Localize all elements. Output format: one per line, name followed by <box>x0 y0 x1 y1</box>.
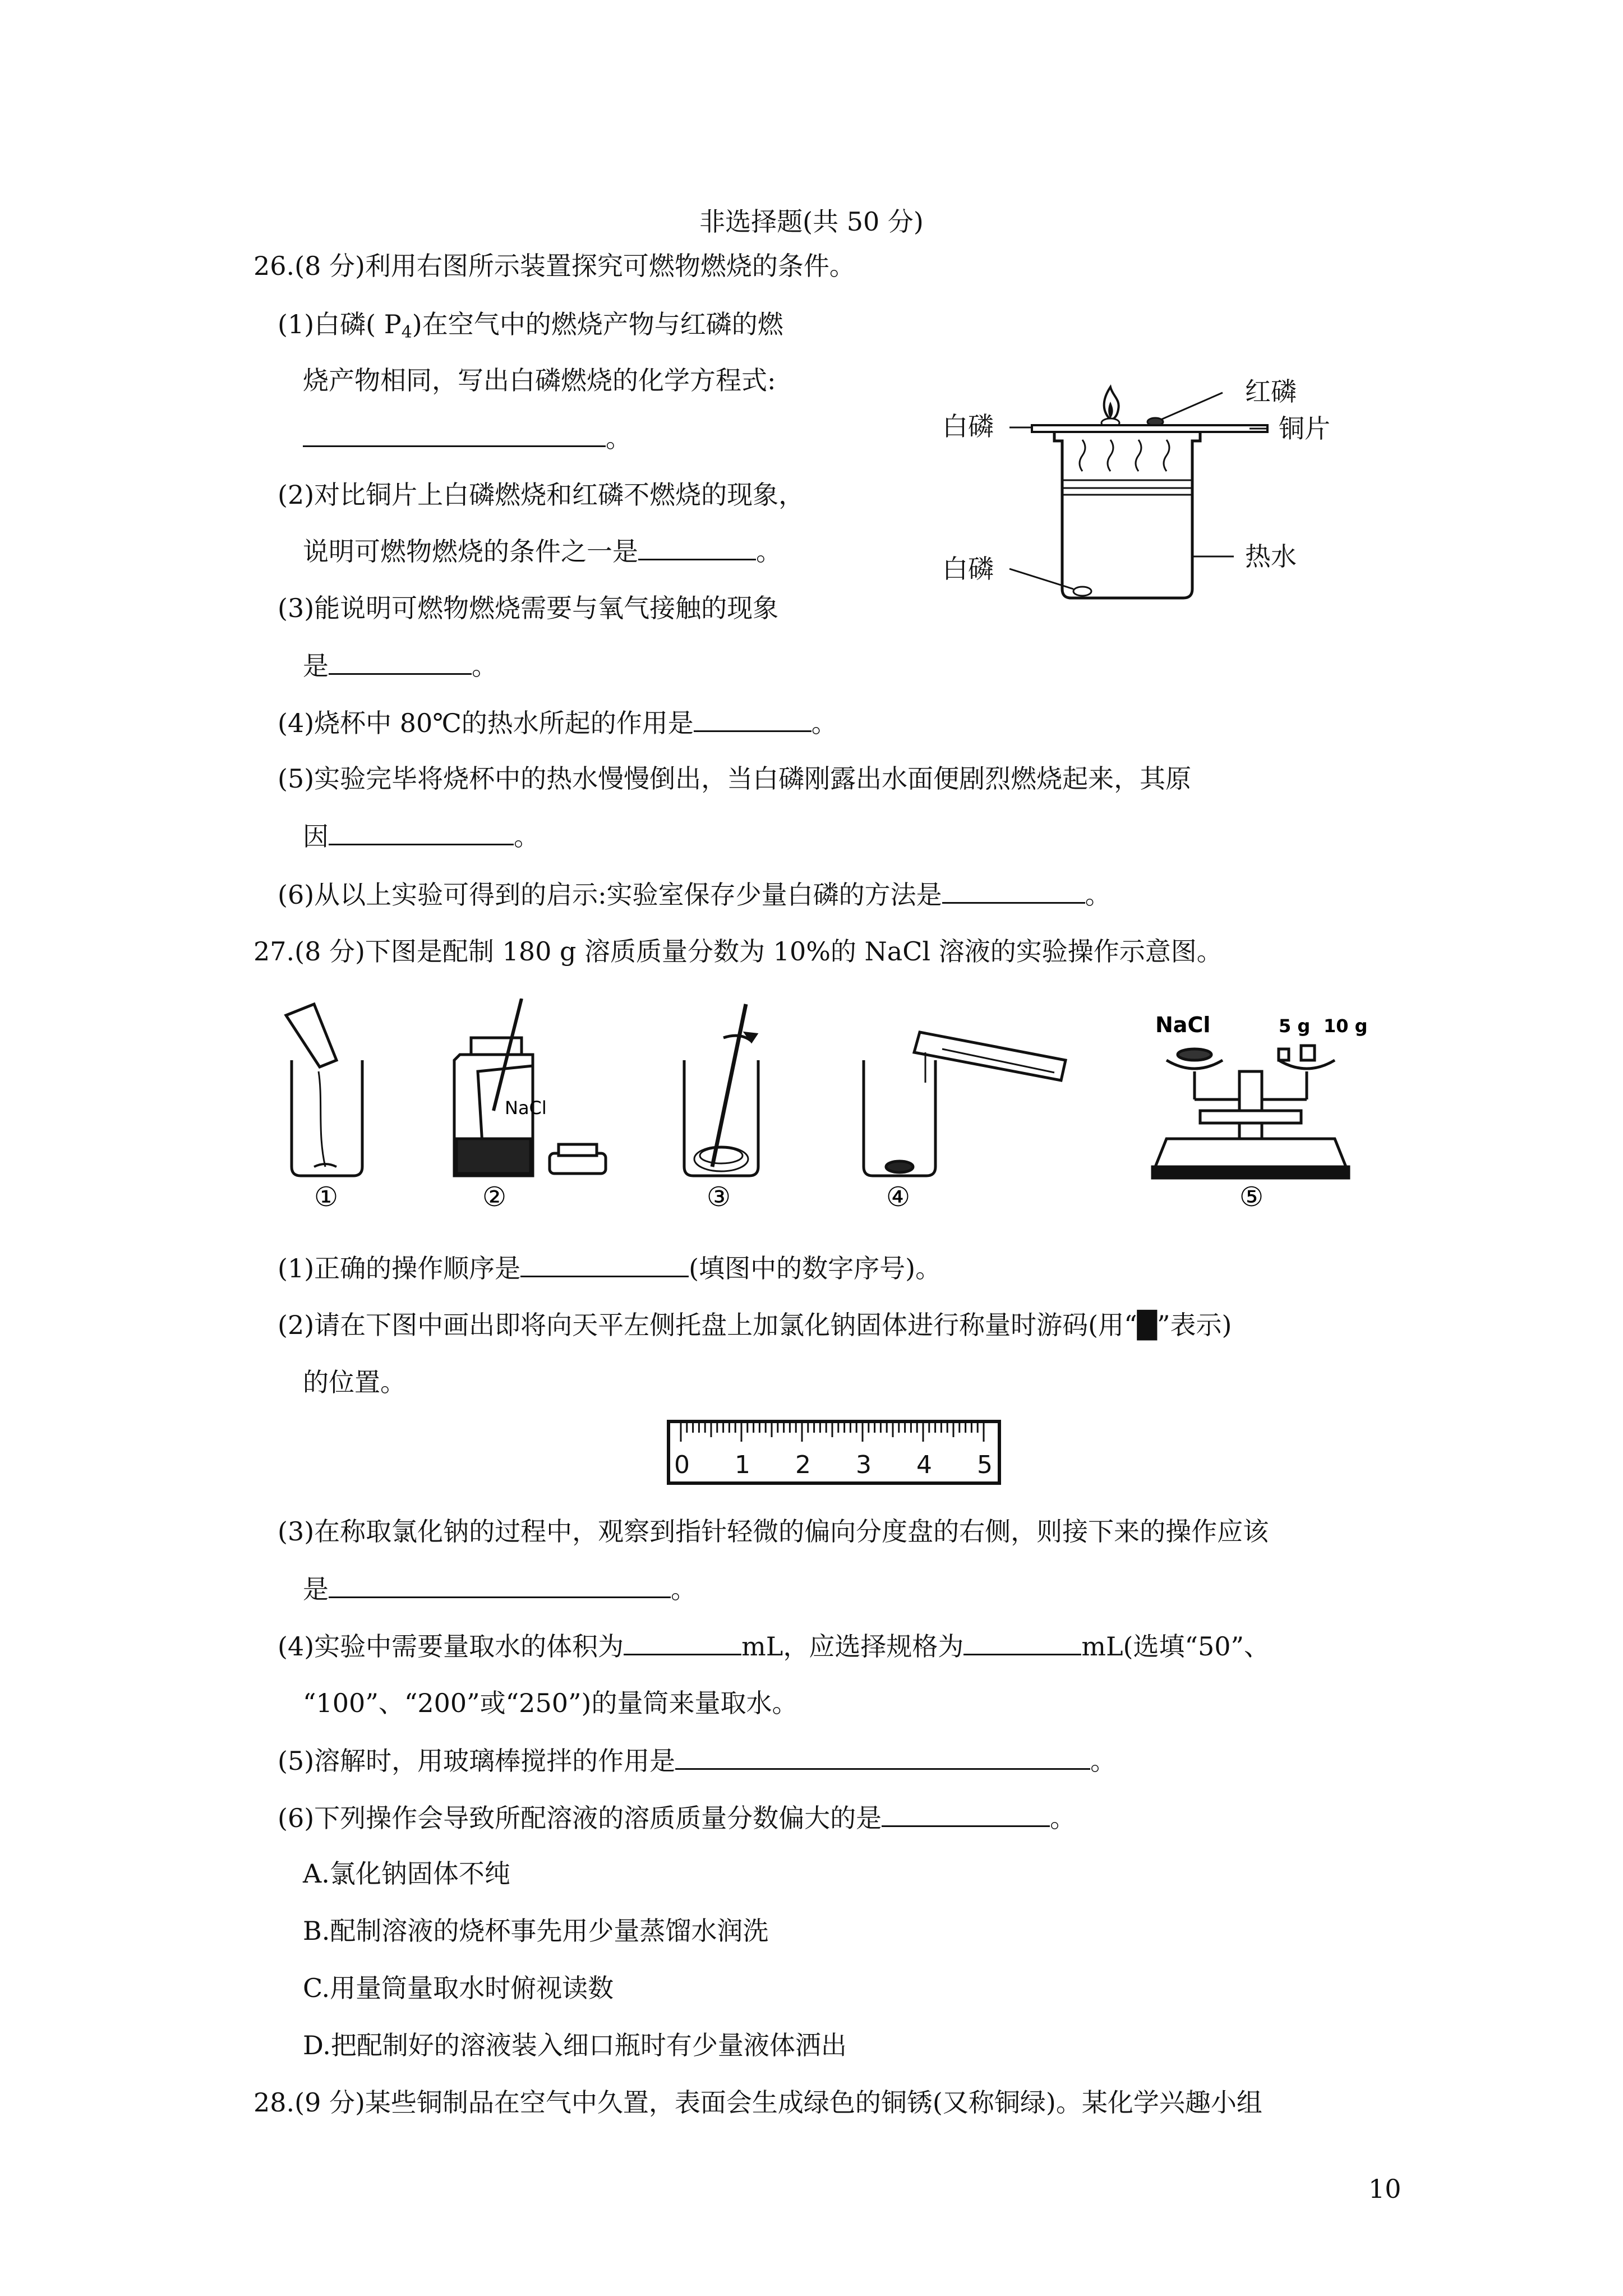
answer-blank[interactable] <box>675 1743 1090 1770</box>
answer-blank[interactable] <box>882 1801 1050 1827</box>
answer-blank[interactable] <box>520 1251 689 1277</box>
q27-p3-line2: 是 。 <box>303 1572 697 1606</box>
option-a: A.氯化钠固体不纯 <box>303 1858 510 1889</box>
q27-stem: 27.(8 分)下图是配制 180 g 溶质质量分数为 10%的 NaCl 溶液的实验操作示意图。 <box>253 936 1223 967</box>
q27-p4-line1: (4)实验中需要量取水的体积为 mL，应选择规格为 mL(选填“50”、 <box>278 1629 1270 1663</box>
q27-p5: (5)溶解时，用玻璃棒搅拌的作用是 。 <box>278 1743 1116 1778</box>
q27-p2-line1: (2)请在下图中画出即将向天平左侧托盘上加氯化钠固体进行称量时游码(用“█”表示) <box>278 1310 1232 1340</box>
q26-p5-line2: 因 。 <box>303 819 540 853</box>
steam-lines <box>1080 440 1169 471</box>
beaker <box>1054 432 1200 598</box>
weight-10g-label: 10 g <box>1324 1015 1368 1037</box>
answer-blank[interactable] <box>694 706 811 732</box>
nacl-bottle-label: NaCl <box>505 1097 547 1119</box>
ruler-label: 1 <box>735 1451 750 1479</box>
section-title: 非选择题(共 50 分) <box>699 206 924 237</box>
q26-p2-line2: 说明可燃物燃烧的条件之一是 。 <box>303 534 782 568</box>
copper-sheet <box>1032 425 1267 432</box>
label-white-phosphorus-bottom: 白磷 <box>942 554 994 584</box>
step-number-4: ④ <box>886 1181 911 1213</box>
nacl-balance-label: NaCl <box>1155 1013 1211 1037</box>
rider-symbol: █ <box>1137 1310 1158 1340</box>
q26-p2-line1: (2)对比铜片上白磷燃烧和红磷不燃烧的现象， <box>278 480 805 510</box>
balance-rider-ruler[interactable] <box>666 1419 1003 1487</box>
q26-p1-line1: (1)白磷( $P_4$)在空气中的燃烧产物与红磷的燃 <box>278 309 783 342</box>
ruler-label: 4 <box>916 1451 932 1479</box>
q26-p1-line3: 。 <box>303 421 631 455</box>
step3-stirring <box>684 1004 758 1176</box>
answer-blank[interactable] <box>329 648 472 675</box>
answer-blank[interactable] <box>329 819 514 845</box>
q28-stem: 28.(9 分)某些铜制品在空气中久置，表面会生成绿色的铜锈(又称铜绿)。某化学兴趣小组 <box>253 2087 1262 2118</box>
ruler-label: 0 <box>674 1451 690 1479</box>
step1-add-solid <box>286 1004 362 1176</box>
answer-blank[interactable] <box>963 1629 1081 1655</box>
hot-water <box>1063 480 1191 495</box>
answer-blank[interactable] <box>329 1572 671 1598</box>
q26-stem: 26.(8 分)利用右图所示装置探究可燃物燃烧的条件。 <box>253 251 855 281</box>
q27-p2-line2: 的位置。 <box>303 1367 406 1397</box>
q26-p3-line1: (3)能说明可燃物燃烧需要与氧气接触的现象 <box>278 593 779 623</box>
option-c: C.用量筒量取水时俯视读数 <box>303 1973 614 2003</box>
option-d: D.把配制好的溶液装入细口瓶时有少量液体洒出 <box>303 2030 847 2060</box>
label-hot-water: 热水 <box>1245 541 1297 572</box>
step5-balance <box>1152 1046 1349 1178</box>
answer-blank[interactable] <box>942 877 1085 904</box>
q26-p1-line2: 烧产物相同，写出白磷燃烧的化学方程式: <box>303 365 776 395</box>
q26-p5-line1: (5)实验完毕将烧杯中的热水慢慢倒出，当白磷刚露出水面便剧烈燃烧起来，其原 <box>278 763 1192 794</box>
weight-5g-label: 5 g <box>1279 1015 1311 1037</box>
subscript-4: 4 <box>401 323 412 342</box>
q27-p1: (1)正确的操作顺序是 (填图中的数字序号)。 <box>278 1251 941 1285</box>
ruler-label: 5 <box>977 1451 993 1479</box>
answer-blank[interactable] <box>638 534 756 560</box>
combustion-apparatus-figure <box>942 348 1335 606</box>
step2-reagent-bottle <box>454 999 606 1176</box>
ruler-label: 2 <box>795 1451 811 1479</box>
step4-pour-water <box>864 1032 1066 1176</box>
step-number-3: ③ <box>707 1181 731 1213</box>
step-number-2: ② <box>482 1181 507 1213</box>
q27-p6: (6)下列操作会导致所配溶液的溶质质量分数偏大的是 。 <box>278 1801 1076 1835</box>
q27-p4-line2: “100”、“200”或“250”)的量筒来量取水。 <box>303 1688 798 1718</box>
q26-p6: (6)从以上实验可得到的启示:实验室保存少量白磷的方法是 。 <box>278 877 1111 912</box>
flame-icon <box>1104 387 1119 420</box>
step-number-5: ⑤ <box>1239 1181 1264 1213</box>
label-copper-sheet: 铜片 <box>1279 413 1330 444</box>
solution-prep-figure <box>269 999 1424 1223</box>
q26-p3-line2: 是 。 <box>303 648 497 683</box>
label-red-phosphorus: 红磷 <box>1245 376 1297 407</box>
label-white-phosphorus-top: 白磷 <box>942 411 994 441</box>
q27-p3-line1: (3)在称取氯化钠的过程中，观察到指针轻微的偏向分度盘的右侧，则接下来的操作应该 <box>278 1516 1269 1547</box>
answer-blank[interactable] <box>624 1629 741 1655</box>
white-phosphorus-bottom <box>1073 587 1091 596</box>
ruler-label: 3 <box>856 1451 872 1479</box>
step-number-1: ① <box>314 1181 339 1213</box>
answer-blank[interactable] <box>303 421 606 447</box>
page-number: 10 <box>1368 2174 1401 2204</box>
q26-p4: (4)烧杯中 80℃的热水所起的作用是 。 <box>278 706 837 740</box>
option-b: B.配制溶液的烧杯事先用少量蒸馏水润洗 <box>303 1916 769 1946</box>
